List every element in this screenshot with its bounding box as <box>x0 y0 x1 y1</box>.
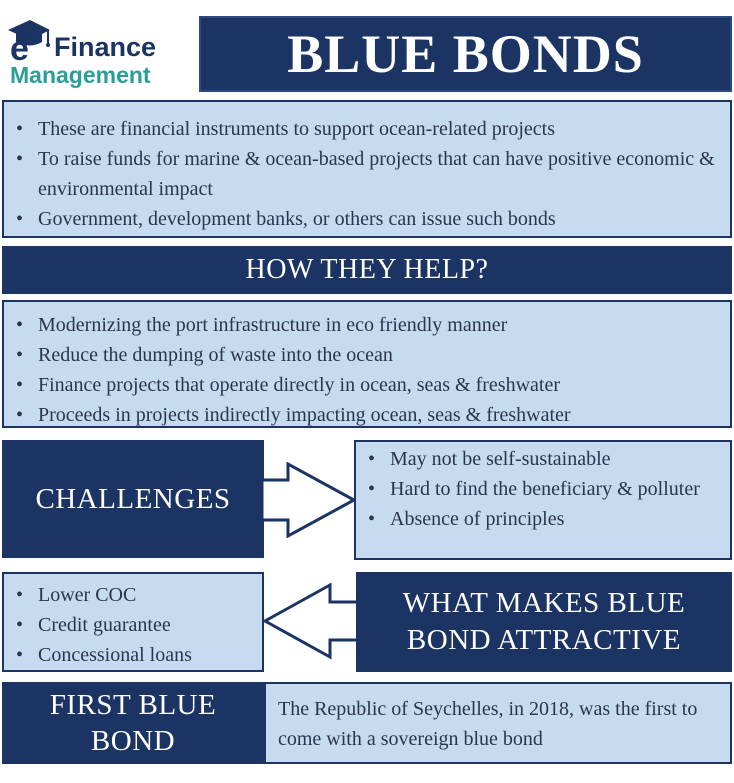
first-bond-text: The Republic of Seychelles, in 2018, was the first to come with a sovereign blue bond <box>278 698 698 750</box>
challenges-heading: CHALLENGES <box>35 482 231 515</box>
intro-list <box>4 114 720 234</box>
first-bond-heading-box <box>2 682 264 764</box>
first-bond-box <box>264 682 732 764</box>
list-item: • Lower COC <box>4 580 254 610</box>
challenges-box <box>354 440 732 560</box>
challenges-list <box>356 444 722 534</box>
attractive-box <box>2 572 264 672</box>
list-item: • May not be self-sustainable <box>356 444 722 474</box>
list-item: • Absence of principles <box>356 504 722 534</box>
list-item: • Modernizing the port infrastructure in eco friendly manner <box>4 310 720 340</box>
title-banner <box>199 16 732 92</box>
attractive-list <box>4 580 254 670</box>
help-heading-band <box>2 246 732 294</box>
first-bond-heading-line2: BOND <box>90 725 176 757</box>
help-heading: HOW THEY HELP? <box>245 254 489 285</box>
list-item: • Credit guarantee <box>4 610 254 640</box>
attractive-heading-line2: BOND ATTRACTIVE <box>406 624 682 656</box>
arrow-left-icon <box>262 582 360 660</box>
first-bond-heading-line1: FIRST BLUE <box>49 689 217 721</box>
list-item: • Proceeds in projects indirectly impacting ocean, seas & freshwater <box>4 400 720 430</box>
page-title: BLUE BONDS <box>287 24 644 84</box>
list-item: • Finance projects that operate directly in ocean, seas & freshwater <box>4 370 720 400</box>
list-item: • These are financial instruments to support ocean-related projects <box>4 114 720 144</box>
attractive-heading-line1: WHAT MAKES BLUE <box>402 587 686 619</box>
logo-management-text: Management <box>10 62 151 88</box>
help-box <box>2 300 732 428</box>
help-list <box>4 310 720 430</box>
logo-finance-text: Finance <box>54 32 157 62</box>
brand-logo <box>4 16 194 92</box>
intro-box <box>2 100 732 238</box>
list-item: • Concessional loans <box>4 640 254 670</box>
list-item: • Reduce the dumping of waste into the ocean <box>4 340 720 370</box>
list-item: • Hard to find the beneficiary & polluter <box>356 474 722 504</box>
arrow-right-icon <box>262 462 358 538</box>
challenges-heading-box <box>2 440 264 558</box>
list-item: • To raise funds for marine & ocean-based projects that can have positive economic & environmental impact <box>4 144 720 204</box>
logo-letter: e <box>10 30 29 68</box>
attractive-heading-box <box>356 572 732 672</box>
list-item: • Government, development banks, or others can issue such bonds <box>4 204 720 234</box>
